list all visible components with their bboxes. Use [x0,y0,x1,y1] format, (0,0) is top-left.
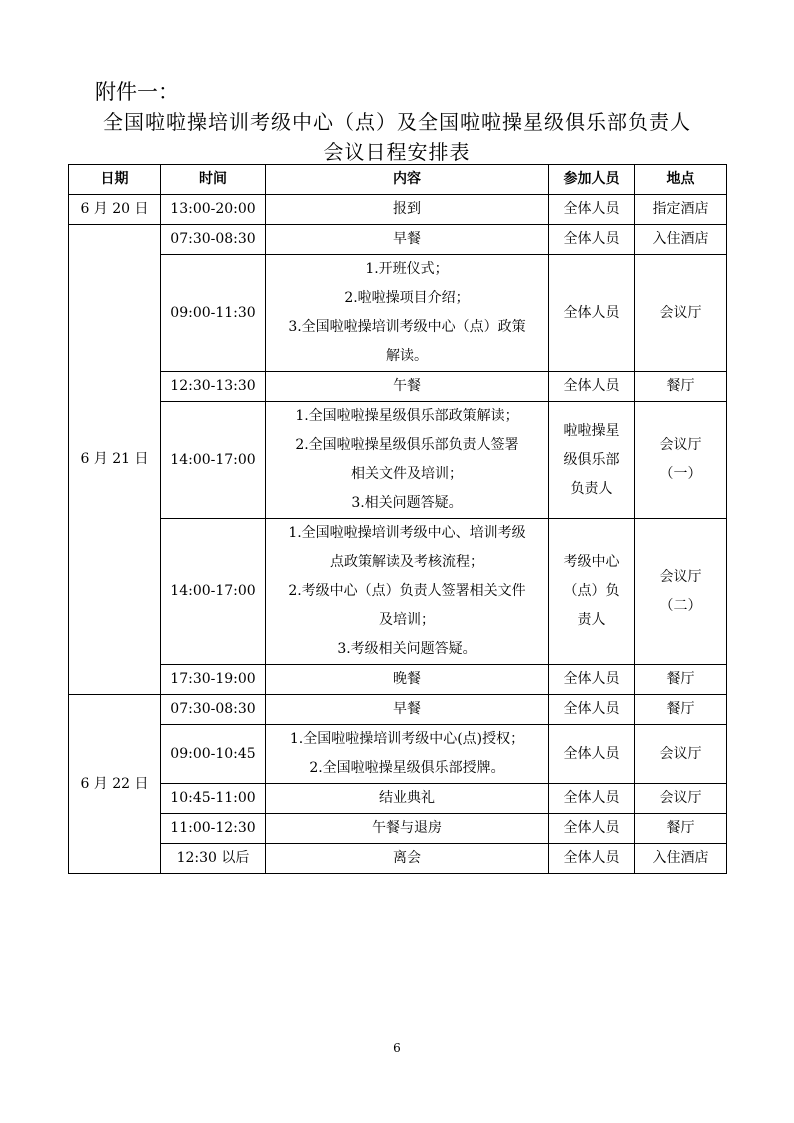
attachment-label: 附件一： [95,80,179,104]
day2-rows [69,225,727,695]
time-cell: 10:45-11:00 [161,784,266,814]
table-row [69,225,727,255]
place-cell [635,784,727,814]
place-cell [635,695,727,725]
people-cell [549,814,635,844]
time-cell: 11:00-12:30 [161,814,266,844]
people-line: 全体人员 [563,745,620,762]
place-line: 会议厅 [659,304,702,321]
content-line: 午餐 [393,378,421,394]
content-cell [266,255,549,372]
place-line: （二） [659,597,702,614]
content-line: 3.相关问题答疑。 [351,495,463,511]
content-line: 1.全国啦啦操培训考级中心(点)授权； [289,731,525,747]
time-cell: 09:00-10:45 [161,725,266,784]
people-line: 全体人员 [563,671,620,687]
table-row [69,784,727,814]
people-cell: 全体人员 [549,195,635,225]
place-cell [635,372,727,402]
place-line: 餐厅 [666,701,695,717]
place-line: 入住酒店 [652,850,709,866]
header-content: 内容 [266,165,549,195]
document-title-line2: 会议日程安排表 [323,140,471,164]
content-cell [266,665,549,695]
content-line: 1.全国啦啦操星级俱乐部政策解读； [295,408,519,424]
place-line: 会议厅 [659,790,702,806]
people-line: 全体人员 [563,231,620,247]
people-cell [549,725,635,784]
content-cell [266,402,549,519]
header-date: 日期 [69,165,161,195]
content-line: 早餐 [393,701,421,717]
place-cell [635,665,727,695]
people-cell [549,519,635,665]
place-line: 会议厅 [659,745,702,762]
time-cell: 09:00-11:30 [161,255,266,372]
table-row [69,695,727,725]
time-cell: 07:30-08:30 [161,225,266,255]
content-line: 晚餐 [393,671,421,687]
table-header-row [69,165,727,195]
document-title-line1: 全国啦啦操培训考级中心（点）及全国啦啦操星级俱乐部负责人 [103,110,691,134]
place-cell [635,814,727,844]
day3-rows [69,695,727,874]
table-row [69,844,727,874]
content-line: 早餐 [393,231,421,247]
people-line: 全体人员 [563,378,620,394]
content-cell [266,695,549,725]
people-cell [549,255,635,372]
people-cell [549,844,635,874]
time-cell: 14:00-17:00 [161,519,266,665]
content-cell [266,814,549,844]
place-line: 会议厅 [659,568,702,585]
content-line: 2.全国啦啦操星级俱乐部负责人签署 [295,437,519,453]
people-line: 啦啦操星 [563,422,620,439]
place-line: 会议厅 [659,437,702,453]
page-number: 6 [393,1041,401,1055]
table-row [69,665,727,695]
content-line: 点政策解读及考核流程； [330,554,484,570]
people-cell [549,225,635,255]
date-cell: 6 月 22 日 [69,695,161,874]
content-cell [266,519,549,665]
table-row [69,725,727,784]
place-cell [635,519,727,665]
content-cell: 报到 [266,195,549,225]
place-line: 餐厅 [666,820,695,836]
time-cell: 14:00-17:00 [161,402,266,519]
schedule-table [68,164,727,874]
content-line: 解读。 [386,348,428,364]
place-cell [635,844,727,874]
time-cell: 07:30-08:30 [161,695,266,725]
content-line: 1.全国啦啦操培训考级中心、培训考级 [288,525,526,541]
place-cell [635,255,727,372]
place-cell: 指定酒店 [635,195,727,225]
table-row [69,372,727,402]
people-line: 全体人员 [563,701,620,717]
people-line: （点）负 [563,583,620,599]
people-cell [549,402,635,519]
content-line: 及培训； [379,612,435,628]
table-row [69,814,727,844]
place-line: 入住酒店 [652,231,709,247]
people-line: 级俱乐部 [563,451,620,468]
content-line: 1.开班仪式； [365,261,449,277]
table-row [69,255,727,372]
table-row [69,519,727,665]
people-cell [549,695,635,725]
content-line: 3.考级相关问题答疑。 [337,641,477,657]
people-line: 责人 [577,612,606,628]
people-line: 全体人员 [563,304,620,321]
content-line: 3.全国啦啦操培训考级中心（点）政策 [288,319,526,335]
place-line: 餐厅 [666,378,695,394]
date-cell: 6 月 20 日 [69,195,161,225]
place-cell [635,725,727,784]
time-cell: 12:30-13:30 [161,372,266,402]
content-cell [266,725,549,784]
header-people: 参加人员 [549,165,635,195]
content-cell [266,844,549,874]
place-cell [635,402,727,519]
place-cell [635,225,727,255]
content-line: 2.全国啦啦操星级俱乐部授牌。 [309,760,505,776]
people-cell [549,665,635,695]
content-line: 离会 [393,850,421,866]
content-line: 2.考级中心（点）负责人签署相关文件 [288,583,526,599]
people-cell [549,784,635,814]
time-cell: 12:30 以后 [161,844,266,874]
content-line: 2.啦啦操项目介绍； [344,290,470,306]
place-line: （一） [659,466,702,482]
place-line: 餐厅 [666,671,695,687]
table-row [69,195,727,225]
content-line: 相关文件及培训； [351,466,463,482]
content-line: 结业典礼 [379,790,435,806]
people-line: 全体人员 [563,820,620,836]
people-line: 考级中心 [563,554,620,570]
content-line: 午餐与退房 [372,820,442,836]
date-cell: 6 月 21 日 [69,225,161,695]
time-cell: 13:00-20:00 [161,195,266,225]
people-line: 负责人 [570,480,613,497]
content-cell [266,784,549,814]
table-row [69,402,727,519]
content-cell [266,225,549,255]
time-cell: 17:30-19:00 [161,665,266,695]
content-cell [266,372,549,402]
people-cell [549,372,635,402]
people-line: 全体人员 [563,850,620,866]
people-line: 全体人员 [563,790,620,806]
header-time: 时间 [161,165,266,195]
header-place: 地点 [635,165,727,195]
